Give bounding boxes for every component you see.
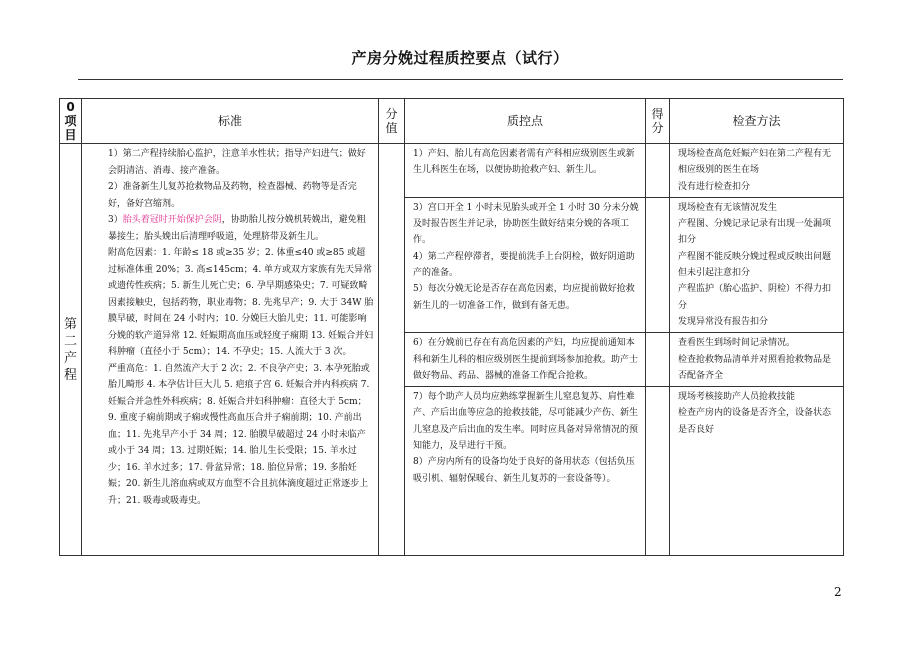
header-standard: 标准 — [82, 99, 379, 144]
standard-p2: 2）准备新生儿复苏抢救物品及药物，检查器械、药物等是否完好，备好宫缩剂。 — [108, 182, 357, 209]
document-title: 产房分娩过程质控要点（试行） — [351, 49, 569, 67]
obtained-cell — [646, 387, 670, 556]
header-obtained: 得 分 — [646, 99, 670, 144]
qc-table — [59, 98, 844, 556]
header-method: 检查方法 — [670, 99, 844, 144]
standard-cell — [82, 144, 379, 556]
method-cell: 查看医生到场时间记录情况。 检查抢救物品清单并对照看抢救物品是否配备齐全 — [670, 333, 844, 387]
highlighted-text: 胎头着冠时开始保护会阴 — [122, 215, 222, 225]
qc-cell: 7）每个助产人员均应熟练掌握新生儿窒息复苏、肩性难产、产后出血等应急的抢救技能，尽可能减少产伤、新生儿窒息及产后出血的发生率。同时应具备对异常情况的预知能力，及早进行干预。 8）产房内所有的设备均处于良好的备用状态（包括负压吸引机、辐射保暖台、新生儿复苏的一套设备等）。 — [405, 387, 646, 556]
header-qc-points: 质控点 — [405, 99, 646, 144]
qc-cell: 6）在分娩前已存在有高危因素的产妇，均应提前通知本科和新生儿科的相应级别医生提前到场参加抢救。助产士做好物品、药品、器械的准备工作配合抢救。 — [405, 333, 646, 387]
obtained-cell — [646, 197, 670, 332]
standard-p1: 1）第二产程持续胎心监护，注意羊水性状；指导产妇进气；做好会阴清洁、消毒、接产准备。 — [108, 149, 366, 176]
qc-cell: 3）宫口开全 1 小时未见胎头或开全 1 小时 30 分未分娩及时报告医生并记录，协助医生做好结束分娩的各项工作。 4）第二产程停滞者，要提前洗手上台阴检，做好阴道助产的准备。 5）每次分娩无论是否存在高危因素，均应提前做好抢救新生儿的一切准备工作，做到有备无患。 — [405, 197, 646, 332]
method-cell: 现场检查有无该情况发生 产程图、分娩记录记录有出现一处漏项扣分 产程图不能反映分娩过程或反映出问题但未引起注意扣分 产程监护（胎心监护、阴检）不得力扣分 发现异常没有报告扣分 — [670, 197, 844, 332]
method-cell: 现场考核接助产人员抢救技能 检查产房内的设备是否齐全，设备状态是否良好 — [670, 387, 844, 556]
title-rule — [78, 79, 843, 80]
score-cell — [379, 144, 405, 556]
header-row — [60, 99, 844, 144]
method-cell: 现场检查高危妊娠产妇在第二产程有无相应级别的医生在场 没有进行检查扣分 — [670, 144, 844, 198]
standard-p4: 附高危因素：1. 年龄≤ 18 或≥35 岁；2. 体重≤40 或≥85 或超过标准体重 20%；3. 高≤145cm；4. 单方或双方家族有先天异常或遗传性疾病；5. 新生儿死亡史；6. 孕早期感染史；7. 可疑致畸因素接触史，包括药物，职业毒物；8. 先兆早产；9. 大于 34W 胎膜早破，时间在 24 小时内；10. 分娩巨大胎儿史；11. 可能影响分娩的软产道异常 12. 妊娠期高血压或轻度子痫期 13. 妊娠合并妇科肿瘤（直径小于 5cm）；14. 不孕史；15. 人流大于 3 次。 — [108, 248, 374, 357]
page-number: 2 — [834, 585, 842, 599]
table-row — [60, 144, 844, 198]
obtained-cell — [646, 144, 670, 198]
standard-p3: 3）胎头着冠时开始保护会阴，协助胎儿按分娩机转娩出，避免粗暴接生；胎头娩出后清理呼吸道，处理脐带及新生儿。 — [108, 215, 366, 242]
header-score: 分 值 — [379, 99, 405, 144]
obtained-cell — [646, 333, 670, 387]
item-second-stage: 第 二 产 程 — [60, 144, 82, 556]
header-item: 0 项 目 — [60, 99, 82, 144]
standard-p5: 严重高危：1. 自然流产大于 2 次；2. 不良孕产史；3. 本孕死胎或胎儿畸形 4. 本孕估计巨大儿 5. 疤痕子宫 6. 妊娠合并内科疾病 7. 妊娠合并急性外科疾病；8. 妊娠合并妇科肿瘤：直径大于 5cm；9. 重度子痫前期或子痫或慢性高血压合并子痫前期；10. 产前出血；11. 先兆早产小于 34 周；12. 胎膜早破超过 24 小时未临产或小于 34 周；13. 过期妊娠；14. 胎儿生长受限；15. 羊水过少；16. 羊水过多；17. 骨盆异常；18. 胎位异常；19. 多胎妊娠；20. 新生儿溶血病或双方血型不合且抗体滴度超过正常逐步上升；21. 吸毒或吸毒史。 — [108, 363, 370, 506]
qc-cell: 1）产妇、胎儿有高危因素者需有产科相应级别医生或新生儿科医生在场，以便协助抢救产妇、新生儿。 — [405, 144, 646, 198]
